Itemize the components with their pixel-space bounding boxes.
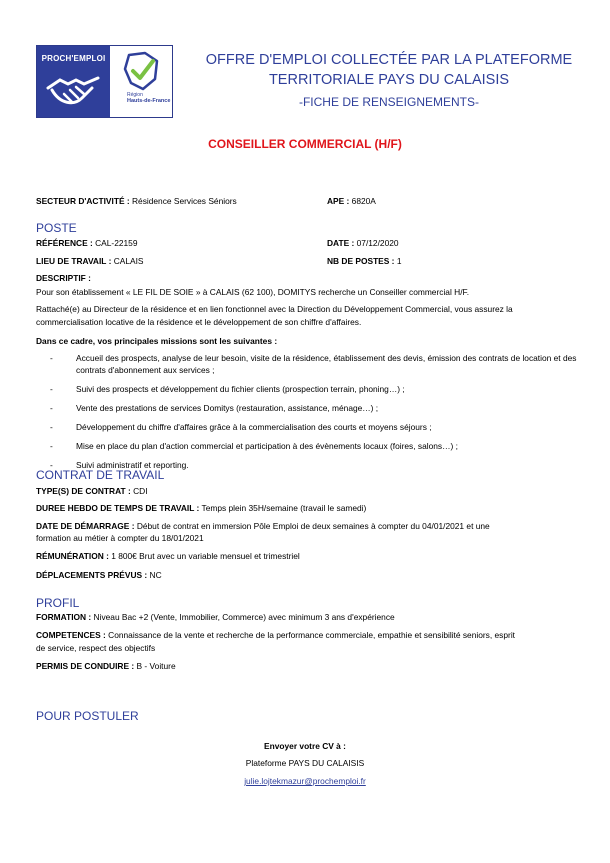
list-item: - Suivi des prospects et développement du fichier clients (prospection terrain, phoning…) ; — [50, 383, 580, 395]
header-line3: -FICHE DE RENSEIGNEMENTS- — [298, 95, 479, 109]
poste-heading: POSTE — [36, 221, 77, 235]
descriptif-line3: commercialisation locative de la résidence et le développement de son chiffre d'affaires. — [36, 317, 362, 327]
missions-list — [50, 352, 580, 478]
platform-name: Plateforme PAYS DU CALAISIS — [245, 758, 365, 768]
postes-row — [327, 256, 401, 267]
logo-brand-text: PROCH'EMPLOI — [41, 54, 106, 63]
descriptif-label-text: DESCRIPTIF : — [36, 273, 91, 283]
demarrage-line2: formation au métier à compter du 18/01/2021 — [36, 533, 204, 543]
reference-value: CAL-22159 — [95, 238, 138, 248]
formation-value: Niveau Bac +2 (Vente, Immobilier, Commerce) avec minimum 3 ans d'expérience — [93, 612, 395, 622]
lieu-row — [36, 256, 144, 267]
list-item: - Accueil des prospects, analyse de leur besoin, visite de la résidence, établissement des devis, émission des contrats de location et des contrats d'abonnement aux services ; — [50, 352, 580, 376]
list-item: - Suivi administratif et reporting. — [50, 459, 580, 471]
ape-label: APE : — [327, 196, 350, 206]
demarrage-row — [36, 521, 490, 532]
ape-row — [327, 196, 376, 207]
competences-line2: de service, respect des objectifs — [36, 643, 156, 653]
type-contrat-value: CDI — [133, 486, 148, 496]
header-line2: TERRITORIALE PAYS DU CALAISIS — [268, 72, 510, 88]
competences-label: COMPETENCES : — [36, 630, 106, 640]
reference-row — [36, 238, 137, 249]
formation-label: FORMATION : — [36, 612, 92, 622]
logo-region-label — [127, 92, 170, 104]
remuneration-row — [36, 551, 300, 562]
duree-label: DUREE HEBDO DE TEMPS DE TRAVAIL : — [36, 503, 200, 513]
logo-region-panel — [111, 46, 172, 117]
secteur-value: Résidence Services Séniors — [131, 196, 237, 206]
send-cv-label — [0, 741, 610, 752]
lieu-label: LIEU DE TRAVAIL : — [36, 256, 112, 266]
handshake-icon — [46, 74, 101, 108]
region-label-line2: Hauts-de-France — [127, 98, 171, 104]
list-item: - Développement du chiffre d'affaires grâce à la commercialisation des courts et moyens séjours ; — [50, 421, 580, 433]
job-title: CONSEILLER COMMERCIAL (H/F) — [208, 137, 402, 151]
email-row — [0, 776, 610, 787]
permis-row — [36, 661, 176, 672]
profil-heading: PROFIL — [36, 596, 80, 610]
send-cv-label-text: Envoyer votre CV à : — [264, 741, 346, 751]
type-contrat-row — [36, 486, 148, 497]
descriptif-line2: Rattaché(e) au Directeur de la résidence et en lien fonctionnel avec la Direction du Développement Commercial, vous assurez la — [36, 304, 513, 314]
lieu-value: CALAIS — [113, 256, 144, 266]
postes-label: NB DE POSTES : — [327, 256, 395, 266]
logo-brand-panel — [37, 46, 110, 117]
demarrage-label: DATE DE DÉMARRAGE : — [36, 521, 135, 531]
descriptif-label — [36, 273, 91, 284]
missions-intro — [36, 336, 277, 347]
date-row — [327, 238, 399, 249]
demarrage-value: Début de contrat en immersion Pôle Emploi de deux semaines à compter du 04/01/2021 et une — [136, 521, 490, 531]
formation-row — [36, 612, 395, 623]
prochemploi-logo — [36, 45, 173, 118]
duree-value: Temps plein 35H/semaine (travail le samedi) — [201, 503, 367, 513]
region-label-line1: Région — [127, 92, 143, 98]
list-item: - Vente des prestations de services Domitys (restauration, assistance, ménage…) ; — [50, 402, 580, 414]
descriptif-line1: Pour son établissement « LE FIL DE SOIE » à CALAIS (62 100), DOMITYS recherche un Conseiller commercial H/F. — [36, 287, 470, 297]
secteur-row — [36, 196, 237, 207]
postuler-heading: POUR POSTULER — [36, 709, 139, 723]
deplacements-value: NC — [149, 570, 162, 580]
header-line1: OFFRE D'EMPLOI COLLECTÉE PAR LA PLATEFORME — [205, 52, 573, 68]
competences-value: Connaissance de la vente et recherche de la performance commerciale, empathie et sensibilité seniors, esprit — [108, 630, 516, 640]
deplacements-label: DÉPLACEMENTS PRÉVUS : — [36, 570, 148, 580]
contrat-heading: CONTRAT DE TRAVAIL — [36, 468, 165, 482]
permis-value: B - Voiture — [136, 661, 176, 671]
reference-label: RÉFÉRENCE : — [36, 238, 93, 248]
deplacements-row — [36, 570, 162, 581]
email-link[interactable]: julie.lojtekmazur@prochemploi.fr — [244, 776, 366, 786]
ape-value: 6820A — [351, 196, 376, 206]
postes-value: 1 — [396, 256, 402, 266]
competences-row — [36, 630, 515, 641]
date-value: 07/12/2020 — [356, 238, 399, 248]
list-item: - Mise en place du plan d'action commercial et participation à des évènements locaux (foires, salons…) ; — [50, 440, 580, 452]
remuneration-label: RÉMUNÉRATION : — [36, 551, 109, 561]
secteur-label: SECTEUR D'ACTIVITÉ : — [36, 196, 130, 206]
permis-label: PERMIS DE CONDUIRE : — [36, 661, 135, 671]
date-label: DATE : — [327, 238, 355, 248]
missions-intro-text: Dans ce cadre, vos principales missions sont les suivantes : — [36, 336, 278, 346]
type-contrat-label: TYPE(S) DE CONTRAT : — [36, 486, 131, 496]
duree-row — [36, 503, 366, 514]
region-map-icon — [123, 51, 161, 91]
remuneration-value: 1 800€ Brut avec un variable mensuel et trimestriel — [111, 551, 300, 561]
